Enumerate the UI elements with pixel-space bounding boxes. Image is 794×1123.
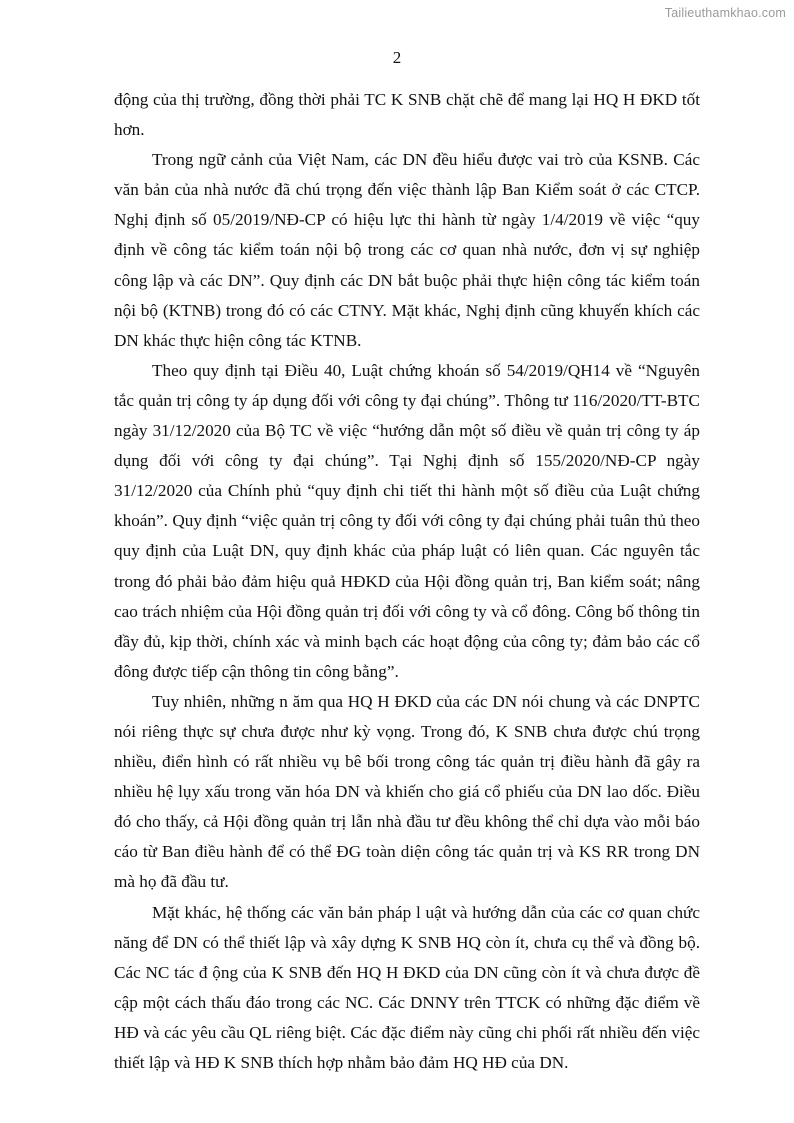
document-body xyxy=(114,85,700,1078)
paragraph-legal-regulations: Theo quy định tại Điều 40, Luật chứng khoán số 54/2019/QH14 về “Nguyên tắc quản trị công ty áp dụng đối với công ty đại chúng”. Thông tư 116/2020/TT-BTC ngày 31/12/2020 của Bộ TC về việc “hướng dẫn một số điều về quản trị công ty áp dụng đối với công ty đại chúng”. Tại Nghị định số 155/2020/NĐ-CP ngày 31/12/2020 của Chính phủ “quy định chi tiết thi hành một số điều của Luật chứng khoán”. Quy định “việc quản trị công ty đối với công ty đại chúng phải tuân thủ theo quy định của Luật DN, quy định khác của pháp luật có liên quan. Các nguyên tắc trong đó phải bảo đảm hiệu quả HĐKD của Hội đồng quản trị, Ban kiểm soát; nâng cao trách nhiệm của Hội đồng quản trị đối với công ty và cổ đông. Công bố thông tin đầy đủ, kịp thời, chính xác và minh bạch các hoạt động của công ty; đảm bảo các cổ đông được tiếp cận thông tin công bằng”. xyxy=(114,360,700,681)
page-number: 2 xyxy=(392,48,402,67)
watermark-text: Tailieuthamkhao.com xyxy=(664,6,786,20)
paragraph-business-performance: Tuy nhiên, những n ăm qua HQ H ĐKD của các DN nói chung và các DNPTC nói riêng thực sự chưa được như kỳ vọng. Trong đó, K SNB chưa được chú trọng nhiều, điển hình có rất nhiều vụ bê bối trong công tác quản trị điều hành đã gây ra nhiều hệ lụy xấu trong văn hóa DN và khiến cho giá cổ phiếu của DN lao dốc. Điều đó cho thấy, cả Hội đồng quản trị lẫn nhà đầu tư đều không thể chỉ dựa vào mỗi báo cáo từ Ban điều hành để có thể ĐG toàn diện công tác quản trị và KS RR trong DN mà họ đã đầu tư. xyxy=(114,691,700,892)
paragraph-ksnb-context: Trong ngữ cảnh của Việt Nam, các DN đều hiểu được vai trò của KSNB. Các văn bản của nhà nước đã chú trọng đến việc thành lập Ban Kiểm soát ở các CTCP. Nghị định số 05/2019/NĐ-CP có hiệu lực thi hành từ ngày 1/4/2019 về việc “quy định về công tác kiểm toán nội bộ trong các cơ quan nhà nước, đơn vị sự nghiệp công lập và các DN”. Quy định các DN bắt buộc phải thực hiện công tác kiểm toán nội bộ (KTNB) trong đó có các CTNY. Mặt khác, Nghị định cũng khuyến khích các DN khác thực hiện công tác KTNB. xyxy=(114,150,700,350)
paragraph-legal-framework: Mặt khác, hệ thống các văn bản pháp l uật và hướng dẫn của các cơ quan chức năng để DN có thể thiết lập và xây dựng K SNB HQ còn ít, chưa cụ thể và đồng bộ. Các NC tác đ ộng của K SNB đến HQ H ĐKD của DN cũng còn ít và chưa được đề cập một cách thấu đáo trong các NC. Các DNNY trên TTCK có những đặc điểm về HĐ và các yêu cầu QL riêng biệt. Các đặc điểm này cũng chi phối rất nhiều đến việc thiết lập và HĐ K SNB thích hợp nhằm bảo đảm HQ HĐ của DN. xyxy=(114,902,700,1072)
paragraph-continuation: động của thị trường, đồng thời phải TC K SNB chặt chẽ để mang lại HQ H ĐKD tốt hơn. xyxy=(114,90,700,140)
